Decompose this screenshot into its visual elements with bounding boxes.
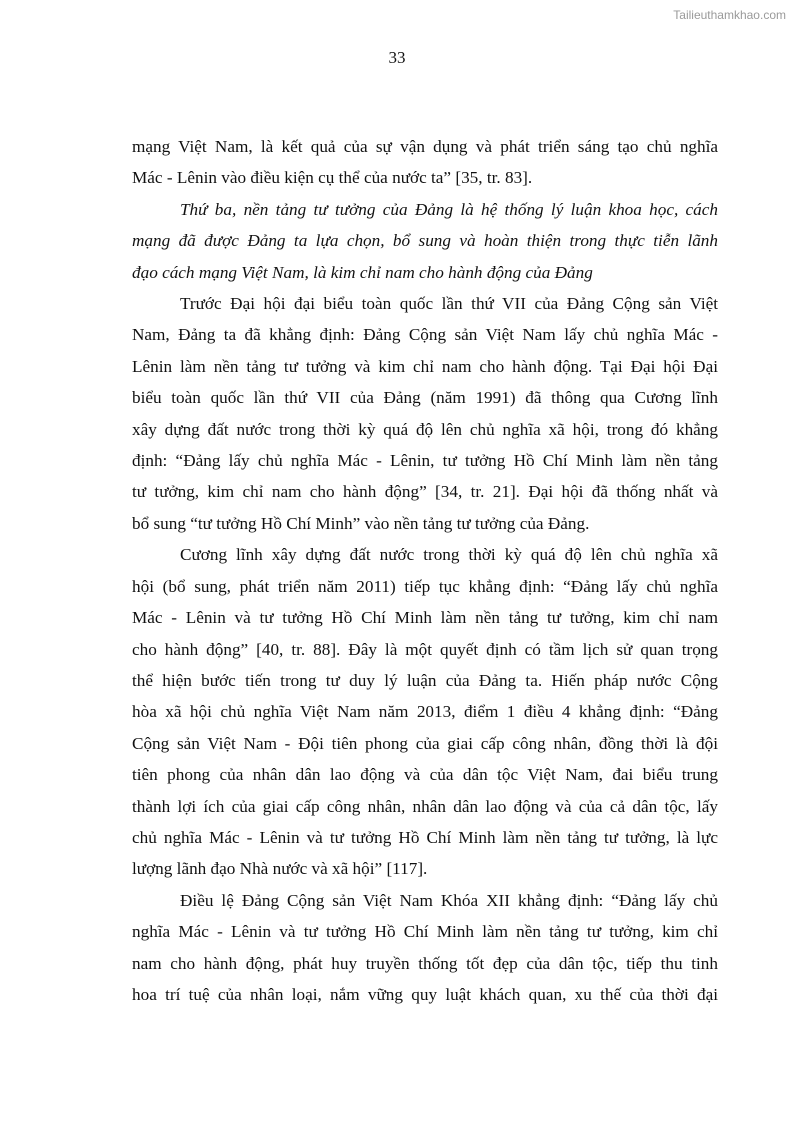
text-line: Lênin làm nền tảng tư tưởng và kim chỉ nam cho hành động. Tại Đại hội Đại <box>132 356 718 376</box>
text-line: mạng Việt Nam, là kết quả của sự vận dụng và phát triển sáng tạo chủ nghĩa <box>132 137 718 156</box>
text-line: tư tưởng, kim chỉ nam cho hành động” [34, tr. 21]. Đại hội đã thống nhất và <box>132 482 718 502</box>
watermark-text: Tailieuthamkhao.com <box>673 8 786 22</box>
text-line: đạo cách mạng Việt Nam, là kim chỉ nam cho hành động của Đảng <box>132 262 593 282</box>
text-line: định: “Đảng lấy chủ nghĩa Mác - Lênin, tư tưởng Hồ Chí Minh làm nền tảng <box>132 451 718 471</box>
text-line: hòa xã hội chủ nghĩa Việt Nam năm 2013, điểm 1 điều 4 khẳng định: “Đảng <box>132 702 718 722</box>
text-line: Trước Đại hội đại biểu toàn quốc lần thứ VII của Đảng Cộng sản Việt <box>180 294 718 314</box>
paragraph <box>132 288 718 539</box>
text-line: xây dựng đất nước trong thời kỳ quá độ lên chủ nghĩa xã hội, trong đó khẳng <box>132 419 718 439</box>
text-line: Thứ ba, nền tảng tư tưởng của Đảng là hệ thống lý luận khoa học, cách <box>180 199 718 219</box>
text-line: Cương lĩnh xây dựng đất nước trong thời kỳ quá độ lên chủ nghĩa xã <box>180 545 718 565</box>
text-line: tiên phong của nhân dân lao động và của dân tộc Việt Nam, đai biểu trung <box>132 765 718 785</box>
paragraph <box>132 885 718 1011</box>
italic-heading-paragraph <box>132 194 718 288</box>
text-line: Nam, Đảng ta đã khẳng định: Đảng Cộng sản Việt Nam lấy chủ nghĩa Mác - <box>132 325 718 345</box>
text-line: bổ sung “tư tưởng Hồ Chí Minh” vào nền tảng tư tưởng của Đảng. <box>132 513 590 533</box>
text-line: nghĩa Mác - Lênin và tư tưởng Hồ Chí Minh làm nền tảng tư tưởng, kim chỉ <box>132 922 718 942</box>
text-line: Mác - Lênin và tư tưởng Hồ Chí Minh làm nền tảng tư tưởng, kim chỉ nam <box>132 608 718 628</box>
document-body <box>132 131 718 1010</box>
text-line: Mác - Lênin vào điều kiện cụ thể của nước ta” [35, tr. 83]. <box>132 168 533 188</box>
text-line: biểu toàn quốc lần thứ VII của Đảng (năm 1991) đã thông qua Cương lĩnh <box>132 388 718 408</box>
paragraph <box>132 539 718 884</box>
text-line: nam cho hành động, phát huy truyền thống tốt đẹp của dân tộc, tiếp thu tinh <box>132 953 718 973</box>
paragraph <box>132 131 718 194</box>
text-line: hoa trí tuệ của nhân loại, nắm vững quy luật khách quan, xu thế của thời đại <box>132 984 718 1004</box>
text-line: Điều lệ Đảng Cộng sản Việt Nam Khóa XII khẳng định: “Đảng lấy chủ <box>180 890 718 910</box>
text-line: chủ nghĩa Mác - Lênin và tư tưởng Hồ Chí Minh làm nền tảng tư tưởng, là lực <box>132 827 718 847</box>
text-line: lượng lãnh đạo Nhà nước và xã hội” [117]. <box>132 859 428 879</box>
text-line: cho hành động” [40, tr. 88]. Đây là một quyết định có tầm lịch sử quan trọng <box>132 639 718 659</box>
text-line: mạng đã được Đảng ta lựa chọn, bổ sung và hoàn thiện trong thực tiễn lãnh <box>132 231 718 251</box>
page-number: 33 <box>388 48 406 67</box>
text-line: Cộng sản Việt Nam - Đội tiên phong của giai cấp công nhân, đồng thời là đội <box>132 733 718 753</box>
text-line: hội (bổ sung, phát triển năm 2011) tiếp tục khẳng định: “Đảng lấy chủ nghĩa <box>132 576 718 596</box>
text-line: thể hiện bước tiến trong tư duy lý luận của Đảng ta. Hiến pháp nước Cộng <box>132 670 718 690</box>
text-line: thành lợi ích của giai cấp công nhân, nhân dân lao động và của cả dân tộc, lấy <box>132 796 718 816</box>
